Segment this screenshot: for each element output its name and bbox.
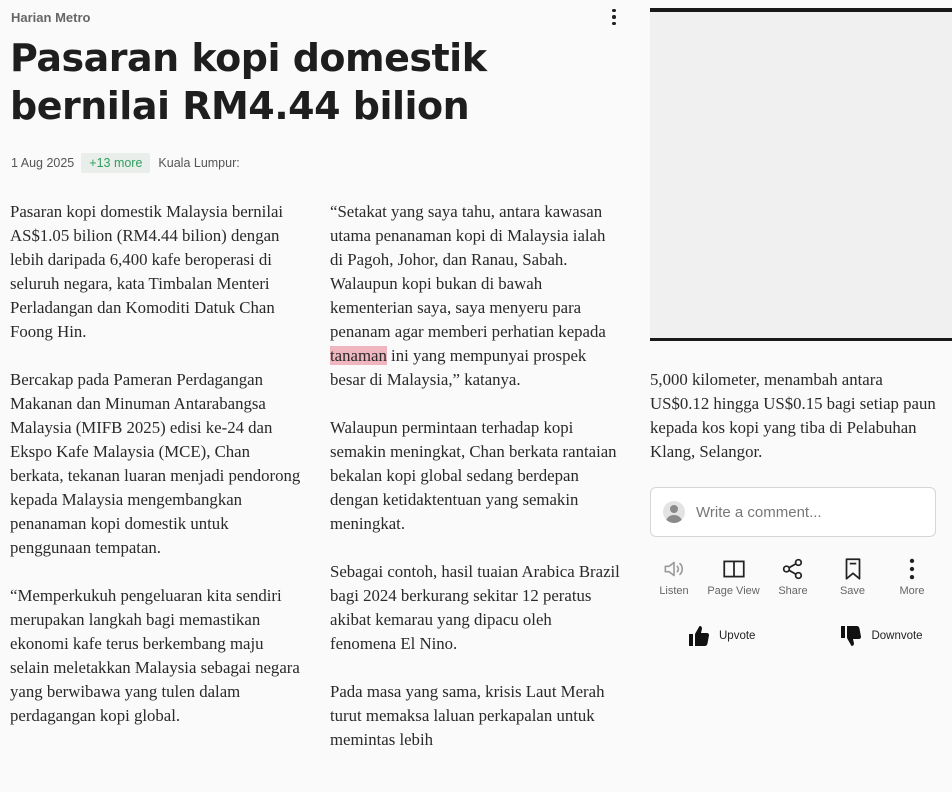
more-vertical-icon — [899, 556, 925, 582]
upvote-button[interactable] — [687, 624, 755, 648]
article-column-1 — [10, 200, 306, 752]
avatar — [663, 501, 685, 523]
action-bar — [650, 556, 936, 597]
text-segment: “Setakat yang saya tahu, antara kawasan utama penanaman kopi di Malaysia ialah di Pagoh, Johor, dan Ranau, Sabah. Walaupun kopi bukan di bawah kementerian saya, saya menyeru para penanam agar memberi perhatian kepada — [330, 202, 606, 341]
comment-placeholder: Write a comment... — [696, 503, 822, 521]
paragraph: “Memperkukuh pengeluaran kita sendiri merupakan langkah bagi memastikan ekonomi kafe terus berkembang maju selain meletakkan Malaysia sebagai negara yang berwibawa yang tulen dalam perdagangan kopi global. — [10, 586, 300, 725]
upvote-label: Upvote — [719, 630, 756, 642]
article-meta — [11, 153, 240, 173]
speaker-icon — [661, 556, 687, 582]
article-image-placeholder — [650, 12, 952, 338]
article-title: Pasaran kopi domestik bernilai RM4.44 bilion — [10, 36, 487, 128]
article-column-2 — [330, 200, 622, 776]
paragraph: Sebagai contoh, hasil tuaian Arabica Brazil bagi 2024 berkurang sekitar 12 peratus akibat kemarau yang dipacu oleh fenomena El Nino. — [330, 562, 620, 653]
more-sources-button[interactable]: +13 more — [81, 153, 150, 173]
listen-button[interactable] — [650, 556, 698, 597]
bookmark-icon — [840, 556, 866, 582]
share-icon — [780, 556, 806, 582]
paragraph: Pasaran kopi domestik Malaysia bernilai AS$1.05 bilion (RM4.44 bilion) dengan lebih daripada 6,400 kafe beroperasi di seluruh negara, kata Timbalan Menteri Perladangan dan Komoditi Datuk Chan Foong Hin. — [10, 202, 284, 341]
paragraph: Walaupun permintaan terhadap kopi semakin meningkat, Chan berkata rantaian bekalan kopi global sedang berdepan dengan ketidaktentuan yang semakin meningkat. — [330, 418, 617, 533]
listen-label: Listen — [659, 585, 689, 597]
more-options-icon[interactable] — [604, 6, 624, 28]
article-date: 1 Aug 2025 — [11, 156, 75, 170]
paragraph: Pada masa yang sama, krisis Laut Merah turut memaksa laluan perkapalan untuk memintas lebih — [330, 682, 605, 749]
text-segment: ini yang mempunyai prospek besar di Malaysia,” katanya. — [330, 346, 587, 389]
vote-bar — [650, 624, 936, 648]
more-button[interactable] — [888, 556, 936, 597]
share-label: Share — [778, 585, 808, 597]
highlighted-word[interactable]: tanaman — [330, 346, 387, 365]
downvote-label: Downvote — [871, 630, 923, 642]
thumbs-up-icon — [687, 624, 711, 648]
paragraph — [330, 200, 622, 392]
paragraph: 5,000 kilometer, menambah antara US$0.12 hingga US$0.15 bagi setiap paun kepada kos kopi yang tiba di Pelabuhan Klang, Selangor. — [650, 370, 936, 461]
article-location: Kuala Lumpur: — [158, 156, 240, 170]
share-button[interactable] — [769, 556, 817, 597]
page-view-button[interactable] — [707, 556, 760, 597]
book-open-icon — [721, 556, 747, 582]
downvote-button[interactable] — [839, 624, 922, 648]
save-label: Save — [839, 585, 866, 597]
article-image[interactable] — [650, 8, 952, 341]
page-view-label: Page View — [707, 585, 760, 597]
thumbs-down-icon — [839, 624, 863, 648]
paragraph: Bercakap pada Pameran Perdagangan Makanan dan Minuman Antarabangsa Malaysia (MIFB 2025) edisi ke-24 dan Ekspo Kafe Malaysia (MCE), Chan berkata, tekanan luaran menjadi pendorong kepada Malaysia mengembangkan penanaman kopi domestik untuk penggunaan tempatan. — [10, 370, 301, 557]
article-column-3 — [650, 368, 940, 464]
more-label: More — [899, 585, 925, 597]
comment-input[interactable] — [650, 487, 936, 537]
save-button[interactable] — [829, 556, 877, 597]
source-name: Harian Metro — [11, 10, 91, 25]
